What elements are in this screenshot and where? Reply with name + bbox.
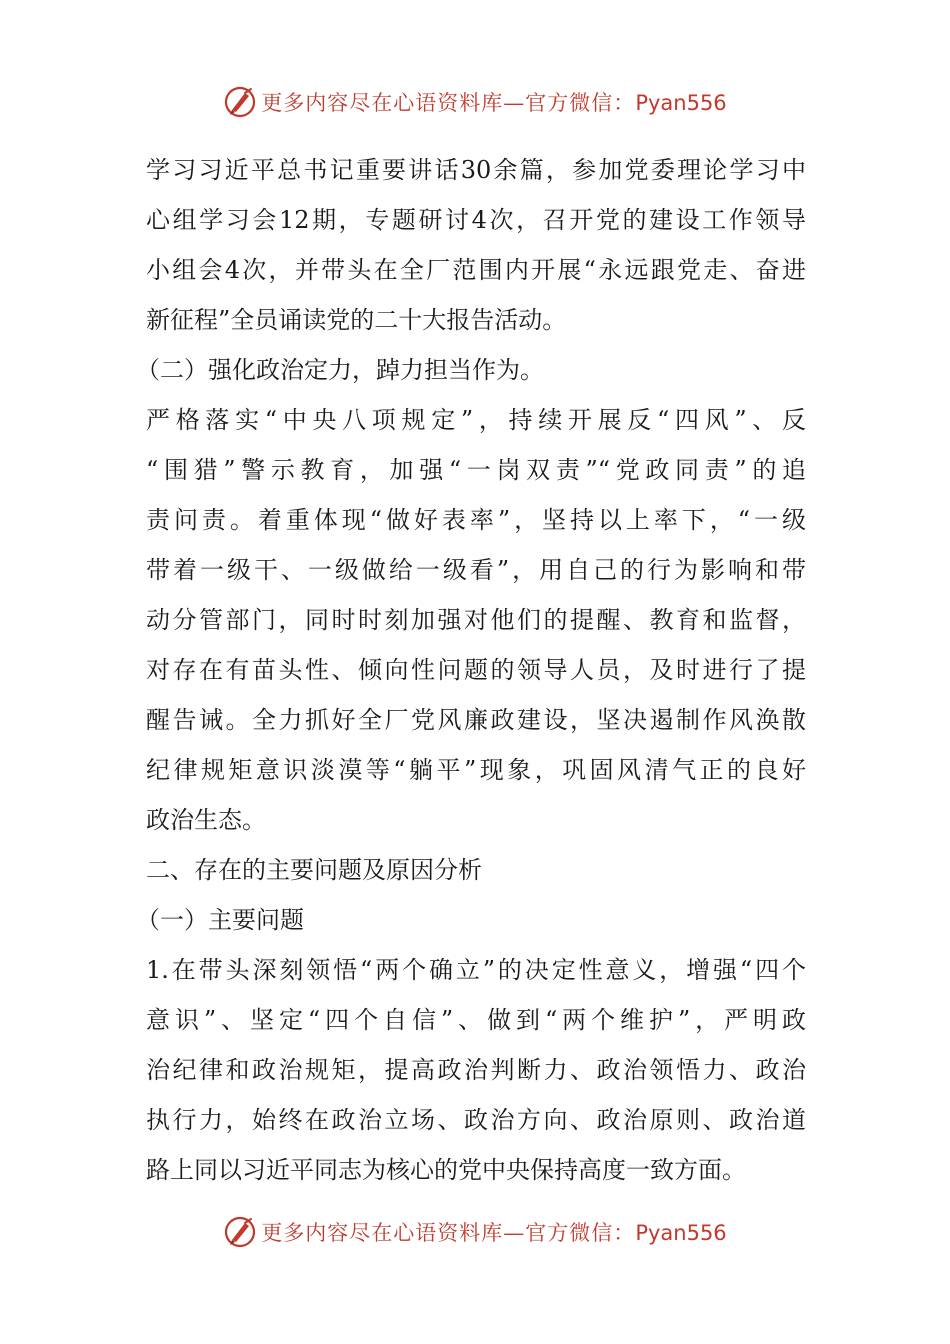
- document-body: [136, 145, 806, 1195]
- text-line: 醒告诫。全力抓好全厂党风廉政建设，坚决遏制作风涣散: [146, 706, 806, 734]
- section-subheading: （二）强化政治定力，踔力担当作为。: [136, 356, 544, 384]
- text-line: 严格落实“中央八项规定”，持续开展反“四风”、反: [146, 406, 806, 434]
- text-line: 学习习近平总书记重要讲话30余篇，参加党委理论学习中: [146, 156, 806, 184]
- quill-pen-logo-icon: [223, 85, 257, 119]
- text-line: 意识”、坚定“四个自信”、做到“两个维护”，严明政: [146, 1006, 806, 1034]
- text-line: “围猎”警示教育，加强“一岗双责”“党政同责”的追: [146, 456, 806, 484]
- text-line: 政治生态。: [146, 806, 266, 834]
- text-line: 对存在有苗头性、倾向性问题的领导人员，及时进行了提: [146, 656, 806, 684]
- text-line: 1.在带头深刻领悟“两个确立”的决定性意义，增强“四个: [146, 956, 806, 984]
- section-subheading: （一）主要问题: [136, 906, 304, 934]
- text-line: 带着一级干、一级做给一级看”，用自己的行为影响和带: [146, 556, 806, 584]
- text-line: 新征程”全员诵读党的二十大报告活动。: [146, 306, 567, 334]
- text-line: 治纪律和政治规矩，提高政治判断力、政治领悟力、政治: [146, 1056, 806, 1084]
- quill-pen-logo-icon: [223, 1215, 257, 1249]
- text-line: 责问责。着重体现“做好表率”，坚持以上率下，“一级: [146, 506, 806, 534]
- text-line: 路上同以习近平同志为核心的党中央保持高度一致方面。: [146, 1156, 746, 1184]
- text-line: 执行力，始终在政治立场、政治方向、政治原则、政治道: [146, 1106, 806, 1134]
- header-watermark: [0, 82, 950, 122]
- text-line: 动分管部门，同时时刻加强对他们的提醒、教育和监督，: [146, 606, 806, 634]
- text-line: 小组会4次，并带头在全厂范围内开展“永远跟党走、奋进: [146, 256, 806, 284]
- footer-watermark: [0, 1212, 950, 1252]
- section-heading: 二、存在的主要问题及原因分析: [146, 856, 482, 884]
- text-line: 心组学习会12期，专题研讨4次，召开党的建设工作领导: [146, 206, 806, 234]
- watermark-text: 更多内容尽在心语资料库—官方微信：Pyan556: [261, 1221, 727, 1245]
- watermark-text: 更多内容尽在心语资料库—官方微信：Pyan556: [261, 91, 727, 115]
- text-line: 纪律规矩意识淡漠等“躺平”现象，巩固风清气正的良好: [146, 756, 806, 784]
